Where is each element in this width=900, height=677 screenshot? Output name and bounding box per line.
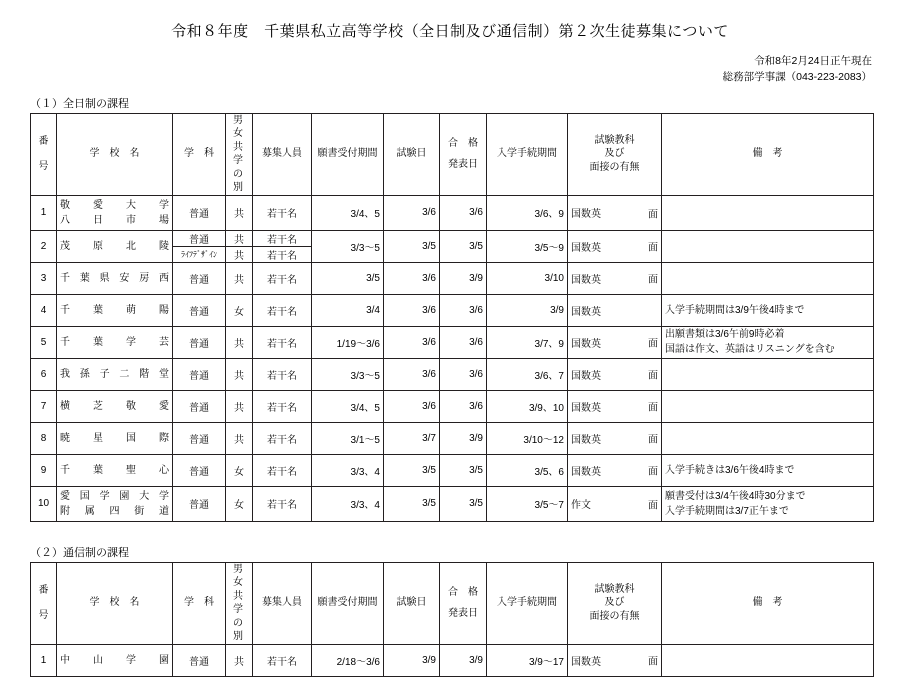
subjects-text: 国数英 [571,402,601,414]
school-name-line: 千 葉 県 安 房 西 [60,272,169,284]
document-meta [0,53,900,86]
column-header-coed-line3: の 別 [233,168,245,194]
cell-procedure-period: 3/6、7 [487,358,568,390]
column-header-remarks: 備 考 [662,562,874,644]
column-header-quota: 募集人員 [253,113,312,195]
cell-coed: 共 [226,422,253,454]
cell-subjects [568,358,662,390]
cell-department: 普通 [173,195,226,230]
cell-remarks [662,195,874,230]
column-header-application-period: 願書受付期間 [312,113,384,195]
cell-quota: 若干名 [253,262,312,294]
cell-department: 普通 [173,358,226,390]
column-header-coed-line1: 男 女 [233,114,245,140]
column-header-procedure-period: 入学手続期間 [487,113,568,195]
column-header-exam-date: 試験日 [384,562,440,644]
cell-school-name [57,230,173,262]
cell-coed: 女 [226,486,253,521]
cell-school-name [57,326,173,358]
cell-exam-date: 3/6 [384,326,440,358]
column-header-subjects [568,562,662,644]
cell-exam-date: 3/6 [384,390,440,422]
cell-subjects [568,644,662,676]
subjects-text: 国数英 [571,209,601,221]
column-header-number [31,562,57,644]
cell-number: 7 [31,390,57,422]
cell-quota: 若干名 [253,422,312,454]
subjects-text: 国数英 [571,656,601,668]
cell-coed: 共 [226,326,253,358]
column-header-procedure-period: 入学手続期間 [487,562,568,644]
cell-quota: 若干名 [253,454,312,486]
school-name-line: 茂 原 北 陵 [60,240,169,252]
cell-school-name [57,454,173,486]
remark-line: 入学手続きは3/6午後4時まで [665,464,795,476]
column-header-subjects-line1: 試験教科 [594,583,635,595]
subjects-text: 国数英 [571,466,601,478]
cell-coed: 共 [226,230,253,246]
cell-procedure-period: 3/9、10 [487,390,568,422]
cell-subjects [568,390,662,422]
remark-line: 入学手続期間は3/9午後4時まで [665,304,805,316]
cell-remarks [662,326,874,358]
cell-procedure-period: 3/9～17 [487,644,568,676]
cell-number: 1 [31,644,57,676]
cell-quota: 若干名 [253,644,312,676]
cell-remarks [662,644,874,676]
cell-application-period: 3/3～5 [312,230,384,262]
cell-quota: 若干名 [253,246,312,262]
cell-exam-date: 3/6 [384,195,440,230]
table-row [31,454,874,486]
remark-line: 出願書類は3/6午前9時必着 [665,329,785,341]
correspondence-table-body [31,644,874,676]
cell-procedure-period: 3/7、9 [487,326,568,358]
cell-coed: 共 [226,390,253,422]
cell-procedure-period: 3/5～7 [487,486,568,521]
cell-department: 普通 [173,390,226,422]
column-header-subjects [568,113,662,195]
section-label-correspondence: （２）通信制の課程 [30,546,129,559]
cell-coed: 女 [226,294,253,326]
cell-exam-date: 3/7 [384,422,440,454]
cell-subjects [568,262,662,294]
cell-application-period: 3/1～5 [312,422,384,454]
column-header-quota: 募集人員 [253,562,312,644]
cell-department: 普通 [173,486,226,521]
interview-mark: 面 [648,274,658,286]
cell-number: 6 [31,358,57,390]
cell-procedure-period: 3/10 [487,262,568,294]
cell-number: 1 [31,195,57,230]
remark-line: 願書受付は3/4午後4時30分まで [665,490,806,502]
cell-department: 普通 [173,294,226,326]
cell-application-period: 3/4、5 [312,390,384,422]
table-row [31,230,874,246]
cell-department: 普通 [173,262,226,294]
cell-application-period: 1/19～3/6 [312,326,384,358]
column-header-subjects-line1: 試験教科 [594,134,635,146]
cell-subjects [568,422,662,454]
cell-number: 2 [31,230,57,262]
remark-line: 国語は作文、英語はリスニングを含む [665,344,835,356]
cell-application-period: 3/4 [312,294,384,326]
table-header-row [31,113,874,195]
cell-number: 8 [31,422,57,454]
school-name-line: 千 葉 学 芸 [60,336,169,348]
interview-mark: 面 [648,656,658,668]
cell-quota: 若干名 [253,486,312,521]
column-header-subjects-line2: 及び [604,597,625,609]
cell-number: 4 [31,294,57,326]
column-header-remarks: 備 考 [662,113,874,195]
interview-mark: 面 [648,466,658,478]
table-row [31,644,874,676]
column-header-result-line2: 発表日 [448,608,478,620]
table-row [31,195,874,230]
column-header-result-line1: 合 格 [448,586,478,598]
meta-department: 総務部学事課（043-223-2083） [722,71,872,84]
cell-coed: 共 [226,644,253,676]
cell-result-date: 3/9 [440,262,487,294]
column-header-exam-date: 試験日 [384,113,440,195]
cell-result-date: 3/9 [440,644,487,676]
cell-quota: 若干名 [253,358,312,390]
cell-application-period: 3/4、5 [312,195,384,230]
column-header-department: 学 科 [173,113,226,195]
cell-number: 10 [31,486,57,521]
cell-quota: 若干名 [253,195,312,230]
cell-application-period: 3/3、4 [312,486,384,521]
cell-coed: 共 [226,358,253,390]
cell-department: 普通 [173,326,226,358]
column-header-coed-line1: 男 女 [233,563,245,589]
column-header-subjects-line3: 面接の有無 [589,610,640,622]
cell-exam-date: 3/5 [384,454,440,486]
cell-coed: 共 [226,246,253,262]
cell-procedure-period: 3/5、6 [487,454,568,486]
cell-result-date: 3/6 [440,358,487,390]
cell-quota: 若干名 [253,390,312,422]
cell-department: 普通 [173,230,226,246]
cell-school-name [57,486,173,521]
cell-school-name [57,294,173,326]
subjects-text: 国数英 [571,306,601,318]
cell-quota: 若干名 [253,294,312,326]
cell-procedure-period: 3/5～9 [487,230,568,262]
cell-application-period: 3/3、4 [312,454,384,486]
cell-subjects [568,326,662,358]
fulltime-table-body [31,195,874,521]
interview-mark: 面 [648,500,658,512]
school-name-line: 中 山 学 園 [60,654,169,666]
table-row [31,262,874,294]
cell-exam-date: 3/5 [384,230,440,262]
column-header-number [31,113,57,195]
column-header-coed-line2: 共 学 [233,141,245,167]
cell-department: 普通 [173,422,226,454]
school-name-line: 我 孫 子 二 階 堂 [60,368,169,380]
column-header-number-line1: 番 [38,585,49,597]
cell-result-date: 3/6 [440,195,487,230]
column-header-result-line1: 合 格 [448,137,478,149]
column-header-coed-line3: の 別 [233,617,245,643]
subjects-text: 国数英 [571,242,601,254]
column-header-school-name: 学 校 名 [57,562,173,644]
fulltime-course-table [30,113,874,522]
table-row [31,486,874,521]
cell-result-date: 3/6 [440,294,487,326]
cell-subjects [568,294,662,326]
cell-subjects [568,230,662,262]
cell-procedure-period: 3/9 [487,294,568,326]
cell-result-date: 3/9 [440,422,487,454]
subjects-text: 作文 [571,500,591,512]
school-name-line: 敬 愛 大 学 [60,199,169,211]
cell-application-period: 2/18～3/6 [312,644,384,676]
cell-result-date: 3/5 [440,230,487,262]
column-header-number-line2: 号 [38,609,49,621]
cell-result-date: 3/5 [440,454,487,486]
cell-number: 5 [31,326,57,358]
cell-department: 普通 [173,644,226,676]
cell-procedure-period: 3/6、9 [487,195,568,230]
cell-exam-date: 3/5 [384,486,440,521]
cell-remarks [662,422,874,454]
column-header-coed-type [226,562,253,644]
column-header-result-date [440,113,487,195]
cell-result-date: 3/6 [440,390,487,422]
cell-exam-date: 3/6 [384,294,440,326]
subjects-text: 国数英 [571,274,601,286]
cell-department: 普通 [173,454,226,486]
column-header-department: 学 科 [173,562,226,644]
cell-coed: 共 [226,262,253,294]
cell-school-name [57,422,173,454]
column-header-application-period: 願書受付期間 [312,562,384,644]
subjects-text: 国数英 [571,434,601,446]
cell-number: 9 [31,454,57,486]
school-name-line: 八 日 市 場 [60,214,169,226]
column-header-result-date [440,562,487,644]
cell-department: ﾗｲﾌﾃﾞｻﾞｲﾝ [173,246,226,262]
cell-quota: 若干名 [253,230,312,246]
interview-mark: 面 [648,338,658,350]
column-header-number-line1: 番 [38,136,49,148]
cell-exam-date: 3/9 [384,644,440,676]
meta-date: 令和8年2月24日正午現在 [754,55,872,67]
column-header-number-line2: 号 [38,160,49,172]
cell-coed: 女 [226,454,253,486]
table-header-row [31,562,874,644]
cell-remarks [662,454,874,486]
cell-remarks [662,390,874,422]
table-row [31,294,874,326]
column-header-coed-type [226,113,253,195]
cell-remarks [662,230,874,262]
cell-subjects [568,454,662,486]
school-name-line: 千 葉 萌 陽 [60,304,169,316]
section-label-fulltime: （１）全日制の課程 [30,97,129,110]
cell-subjects [568,195,662,230]
column-header-coed-line2: 共 学 [233,590,245,616]
cell-school-name [57,644,173,676]
cell-result-date: 3/6 [440,326,487,358]
school-name-line: 愛 国 学 園 大 学 [60,490,169,502]
table-row [31,390,874,422]
cell-exam-date: 3/6 [384,358,440,390]
table-row [31,422,874,454]
subjects-text: 国数英 [571,338,601,350]
cell-remarks [662,358,874,390]
cell-remarks [662,294,874,326]
cell-remarks [662,262,874,294]
cell-subjects [568,486,662,521]
school-name-line: 横 芝 敬 愛 [60,400,169,412]
interview-mark: 面 [648,209,658,221]
cell-coed: 共 [226,195,253,230]
table-row [31,326,874,358]
page-title: 令和８年度 千葉県私立高等学校（全日制及び通信制）第２次生徒募集について [171,24,729,40]
cell-result-date: 3/5 [440,486,487,521]
cell-exam-date: 3/6 [384,262,440,294]
cell-application-period: 3/5 [312,262,384,294]
interview-mark: 面 [648,434,658,446]
column-header-subjects-line2: 及び [604,148,625,160]
cell-application-period: 3/3～5 [312,358,384,390]
cell-number: 3 [31,262,57,294]
subjects-text: 国数英 [571,370,601,382]
column-header-subjects-line3: 面接の有無 [589,161,640,173]
cell-school-name [57,358,173,390]
remark-line: 入学手続期間は3/7正午まで [665,505,789,517]
interview-mark: 面 [648,370,658,382]
school-name-line: 暁 星 国 際 [60,432,169,444]
cell-procedure-period: 3/10～12 [487,422,568,454]
interview-mark: 面 [648,242,658,254]
cell-school-name [57,390,173,422]
cell-school-name [57,262,173,294]
table-row [31,358,874,390]
interview-mark: 面 [648,402,658,414]
column-header-result-line2: 発表日 [448,159,478,171]
cell-school-name [57,195,173,230]
cell-remarks [662,486,874,521]
correspondence-course-table [30,562,874,677]
column-header-school-name: 学 校 名 [57,113,173,195]
school-name-line: 附 属 四 街 道 [60,505,169,517]
cell-quota: 若干名 [253,326,312,358]
school-name-line: 千 葉 聖 心 [60,464,169,476]
